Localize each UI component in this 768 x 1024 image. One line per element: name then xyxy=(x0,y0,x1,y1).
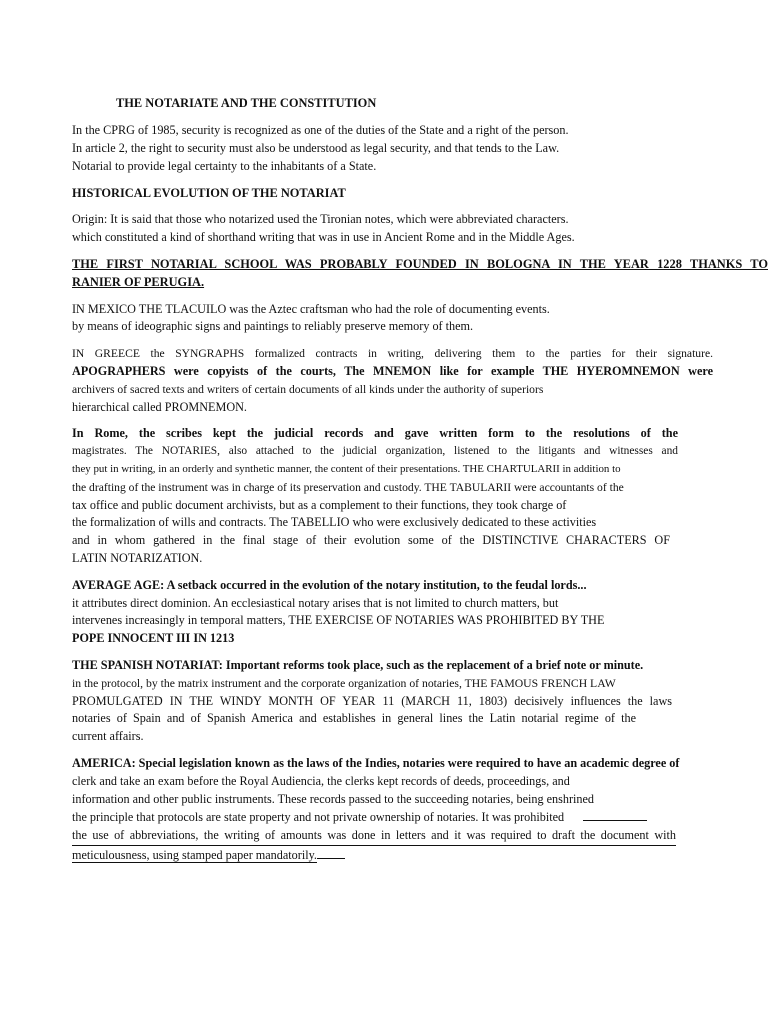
paragraph-cprg xyxy=(72,122,764,175)
paragraph-spanish-notariat xyxy=(72,657,672,746)
text-line: PROMULGATED IN THE WINDY MONTH OF YEAR 11 (MARCH 11, 1803) decisively influences the laws xyxy=(72,693,672,708)
text-line xyxy=(72,808,764,827)
text-line xyxy=(72,846,764,865)
document-page xyxy=(72,94,768,874)
text-line: by means of ideographic signs and paintings to reliably preserve memory of them. xyxy=(72,319,474,334)
text-segment: meticulousness, using stamped paper mandatorily. xyxy=(72,847,317,862)
text-line: In article 2, the right to security must also be understood as legal security, and that tends to the Law. xyxy=(72,140,560,155)
text-line: RANIER OF PERUGIA. xyxy=(72,274,205,289)
text-line: LATIN NOTARIZATION. xyxy=(72,550,203,565)
paragraph-america xyxy=(72,755,764,865)
text-segment: the principle that protocols are state property and not private ownership of notaries. It was prohibited xyxy=(72,810,565,825)
text-line: tax office and public document archivists, but as a complement to their functions, they took charge of xyxy=(72,497,567,512)
text-line: Origin: It is said that those who notarized used the Tironian notes, which were abbreviated characters. xyxy=(72,212,569,227)
text-line: the formalization of wills and contracts. The TABELLIO who were exclusively dedicated to these activities xyxy=(72,515,597,530)
text-line: THE FIRST NOTARIAL SCHOOL WAS PROBABLY FOUNDED IN BOLOGNA IN THE YEAR 1228 THANKS TO xyxy=(72,256,768,271)
paragraph-average-age xyxy=(72,577,764,648)
text-line: AMERICA: Special legislation known as the laws of the Indies, notaries were required to have an academic degree of xyxy=(72,755,680,770)
text-line: hierarchical called PROMNEMON. xyxy=(72,399,247,414)
text-line: they put in writing, in an orderly and synthetic manner, the content of their presentations. THE CHARTULARII in addition to xyxy=(72,462,621,475)
text-line: archivers of sacred texts and writers of certain documents of all kinds under the authority of superiors xyxy=(72,382,544,396)
text-line: In the CPRG of 1985, security is recognized as one of the duties of the State and a right of the person. xyxy=(72,123,569,137)
text-line: which constituted a kind of shorthand writing that was in use in Ancient Rome and in the Middle Ages. xyxy=(72,230,575,245)
text-line: IN MEXICO THE TLACUILO was the Aztec craftsman who had the role of documenting events. xyxy=(72,301,550,316)
heading-historical-evolution: HISTORICAL EVOLUTION OF THE NOTARIAT xyxy=(72,186,346,201)
text-line: magistrates. The NOTARIES, also attached to the judicial organization, listened to the litigants and witnesses and xyxy=(72,445,678,458)
paragraph-greece xyxy=(72,345,713,416)
text-line: Notarial to provide legal certainty to the inhabitants of a State. xyxy=(72,158,377,173)
text-line: current affairs. xyxy=(72,729,144,744)
paragraph-mexico xyxy=(72,301,764,337)
fill-in-blank xyxy=(317,846,345,859)
text-line: in the protocol, by the matrix instrument and the corporate organization of notaries, THE FAMOUS FRENCH LAW xyxy=(72,676,616,690)
text-line: THE SPANISH NOTARIAT: Important reforms took place, such as the replacement of a brief note or minute. xyxy=(72,657,644,672)
text-line: IN GREECE the SYNGRAPHS formalized contracts in writing, delivering them to the parties for their signature. xyxy=(72,347,713,361)
paragraph-origin xyxy=(72,211,764,247)
paragraph-rome xyxy=(72,425,678,567)
text-line: the drafting of the instrument was in charge of its preservation and custody. THE TABULARII were accountants of the xyxy=(72,480,624,494)
document-title: THE NOTARIATE AND THE CONSTITUTION xyxy=(116,96,377,110)
text-line: it attributes direct dominion. An ecclesiastical notary arises that is not limited to church matters, but xyxy=(72,595,559,610)
paragraph-first-notarial-school xyxy=(72,256,768,292)
text-line: information and other public instruments. These records passed to the succeeding notaries, being enshrined xyxy=(72,791,595,806)
text-line: notaries of Spain and of Spanish America and establishes in general lines the Latin notarial regime of the xyxy=(72,711,636,726)
text-line: In Rome, the scribes kept the judicial records and gave written form to the resolutions of the xyxy=(72,426,678,441)
text-line: AVERAGE AGE: A setback occurred in the evolution of the notary institution, to the feudal lords... xyxy=(72,577,587,592)
text-line: and in whom gathered in the final stage of their evolution some of the DISTINCTIVE CHARACTERS OF xyxy=(72,533,670,548)
text-line: intervenes increasingly in temporal matters, THE EXERCISE OF NOTARIES WAS PROHIBITED BY THE xyxy=(72,613,605,628)
text-line: clerk and take an exam before the Royal Audiencia, the clerks kept records of deeds, proceedings, and xyxy=(72,773,570,788)
text-line: the use of abbreviations, the writing of amounts was done in letters and it was required to draft the document with xyxy=(72,827,676,846)
fill-in-blank xyxy=(583,808,647,821)
text-line: APOGRAPHERS were copyists of the courts, The MNEMON like for example THE HYEROMNEMON were xyxy=(72,363,713,378)
text-line: POPE INNOCENT III IN 1213 xyxy=(72,631,235,646)
